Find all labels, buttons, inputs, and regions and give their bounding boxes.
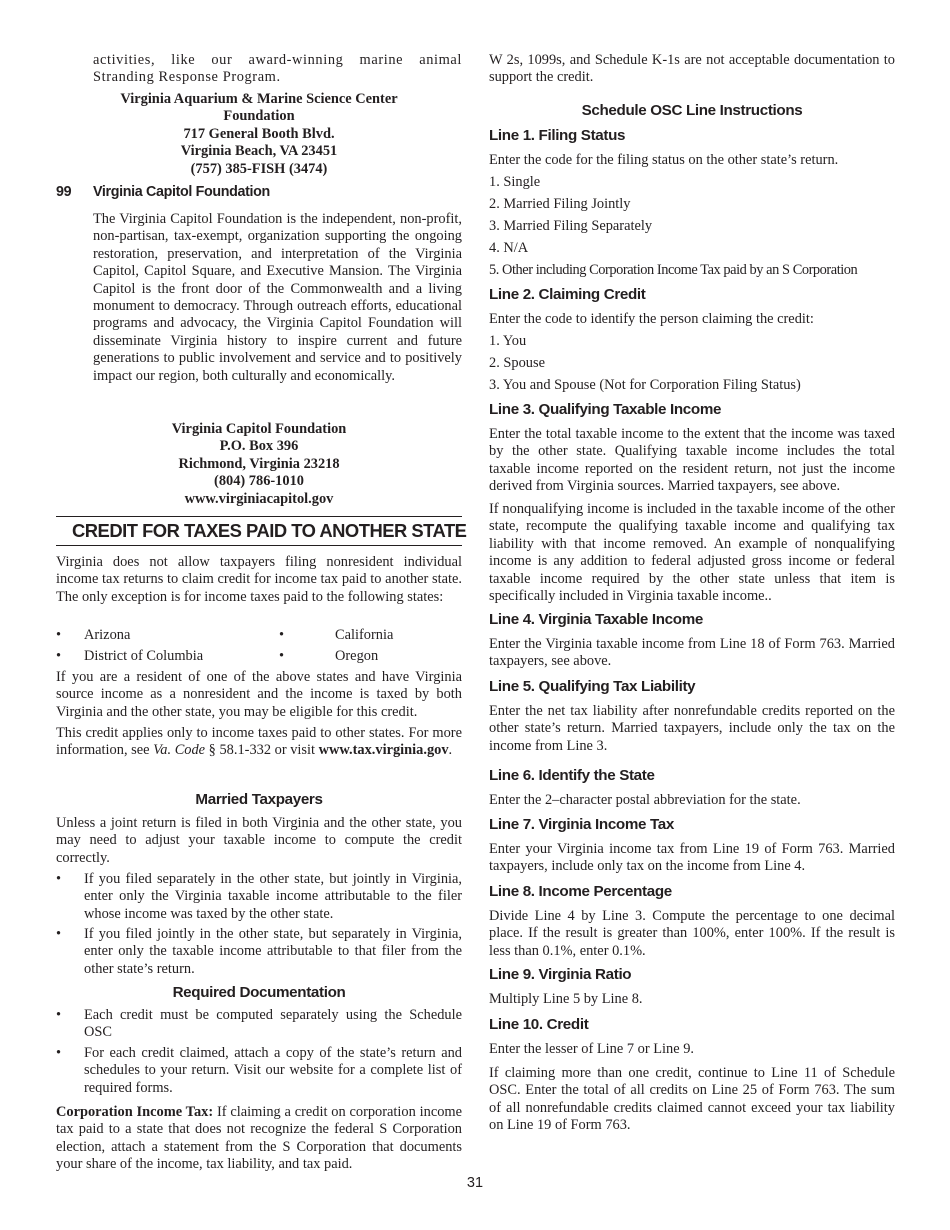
line7-text: Enter your Virginia income tax from Line 19 of Form 763. Married taxpayers, include only tax on the income from Line 4.	[489, 841, 895, 875]
state-item	[56, 648, 204, 665]
applies-text-a: This credit applies only to income taxes paid to other states. For more information, see	[56, 725, 462, 759]
docs-bullet-text: Each credit must be computed separately using the Schedule OSC	[84, 1007, 462, 1041]
va-code: Va. Code	[153, 742, 206, 759]
line9-heading: Line 9. Virginia Ratio	[489, 966, 632, 983]
line3-text: Enter the total taxable income to the extent that the income was taxed by the other state. Qualifying taxable income includes the total taxable income reported on the resident return, not just the income derived from Virginia sources. Married taxpayers, see above.	[489, 426, 895, 495]
corp-label: Corporation Income Tax:	[56, 1104, 214, 1120]
corp-text	[56, 1104, 462, 1174]
address-line: Virginia Beach, VA 23451	[180, 143, 338, 160]
filing-status-item: 5. Other including Corporation Income Tax paid by an S Corporation	[489, 262, 858, 278]
capitol-name: Virginia Capitol Foundation	[93, 184, 270, 200]
filing-status-item: 2. Married Filing Jointly	[489, 196, 631, 212]
bullet-glyph: •	[56, 1045, 62, 1061]
section-title: CREDIT FOR TAXES PAID TO ANOTHER STATE	[72, 520, 467, 541]
married-bullet-text: If you filed separately in the other state, but jointly in Virginia, enter only the Virginia taxable income attributable to the filer whose income was taxed by the other state.	[84, 871, 462, 922]
claimant-item: 3. You and Spouse (Not for Corporation Filing Status)	[489, 377, 801, 393]
page-number: 31	[466, 1175, 484, 1191]
applies-text	[56, 725, 462, 760]
line9-text: Multiply Line 5 by Line 8.	[489, 991, 643, 1007]
line8-heading: Line 8. Income Percentage	[489, 883, 672, 900]
line7-heading: Line 7. Virginia Income Tax	[489, 816, 674, 833]
state-item	[279, 627, 394, 644]
married-bullet	[56, 871, 462, 923]
married-bullet-text: If you filed jointly in the other state, but separately in Virginia, enter only the taxable income attributable to that filer from the other state’s return.	[84, 926, 462, 977]
bullet-glyph: •	[56, 648, 62, 664]
address-line: Richmond, Virginia 23218	[178, 455, 340, 472]
section-top-rule	[56, 516, 462, 517]
filing-status-item: 1. Single	[489, 174, 541, 190]
docs-bullet-text: For each credit claimed, attach a copy of the state’s return and schedules to your return. Visit our website for a complete list of required forms.	[84, 1045, 462, 1096]
state-name: Arizona	[84, 627, 131, 643]
state-item	[279, 648, 379, 665]
married-text: Unless a joint return is filed in both Virginia and the other state, you may need to adjust your taxable income to compute the credit correctly.	[56, 815, 462, 866]
filing-status-item: 4. N/A	[489, 240, 529, 256]
bullet-glyph: •	[279, 648, 285, 664]
line2-heading: Line 2. Claiming Credit	[489, 286, 646, 303]
line6-text: Enter the 2–character postal abbreviation for the state.	[489, 792, 801, 808]
applies-text-b: § 58.1-332 or visit	[205, 742, 319, 759]
schedule-heading: Schedule OSC Line Instructions	[581, 102, 803, 119]
address-line: www.virginiacapitol.gov	[184, 490, 334, 507]
state-name: District of Columbia	[84, 648, 204, 664]
line1-text: Enter the code for the filing status on the other state’s return.	[489, 152, 839, 168]
line3-text: If nonqualifying income is included in the taxable income of the other state, recompute the qualifying taxable income and qualifying tax liability with that income removed. An example of nonqualifying income is any addition to federal adjusted gross income or federal taxable income required by the other state unless that item is specifically included in Virginia taxable income..	[489, 501, 895, 605]
address-line: (804) 786-1010	[214, 473, 304, 490]
intro-text: activities, like our award-winning marine animal Stranding Response Program.	[93, 52, 462, 86]
address-line: Virginia Capitol Foundation	[171, 421, 347, 437]
address-line: (757) 385-FISH (3474)	[190, 160, 328, 177]
line6-heading: Line 6. Identify the State	[489, 767, 655, 784]
address-line: 717 General Booth Blvd.	[183, 125, 335, 142]
bullet-glyph: •	[279, 627, 285, 643]
claimant-item: 2. Spouse	[489, 355, 545, 371]
line10-text: If claiming more than one credit, continue to Line 11 of Schedule OSC. Enter the total of all credits on Line 25 of Form 763. The sum of all nonrefundable credits claimed cannot exceed your tax liability on Line 19 of Form 763.	[489, 1065, 895, 1134]
filing-status-item: 3. Married Filing Separately	[489, 218, 653, 234]
line2-text: Enter the code to identify the person claiming the credit:	[489, 311, 814, 327]
address-line: P.O. Box 396	[219, 438, 299, 455]
section-intro: Virginia does not allow taxpayers filing nonresident individual income tax returns to claim credit for income tax paid to another state. The only exception is for income taxes paid to the following states:	[56, 554, 462, 605]
married-heading: Married Taxpayers	[195, 791, 323, 808]
docs-heading: Required Documentation	[172, 984, 346, 1001]
resident-text: If you are a resident of one of the above states and have Virginia source income as a nonresident and the income is taxed by both Virginia and the other state, you may be eligible for this credit.	[56, 669, 462, 720]
line4-text: Enter the Virginia taxable income from Line 18 of Form 763. Married taxpayers, see above.	[489, 636, 895, 670]
tax-website-link[interactable]: www.tax.virginia.gov	[318, 742, 449, 759]
bullet-glyph: •	[56, 926, 62, 942]
docs-bullet	[56, 1007, 462, 1042]
line10-heading: Line 10. Credit	[489, 1016, 589, 1033]
bullet-glyph: •	[56, 1007, 62, 1023]
capitol-code: 99	[56, 184, 72, 200]
capitol-address	[56, 421, 462, 508]
state-name: Oregon	[335, 648, 379, 664]
line3-heading: Line 3. Qualifying Taxable Income	[489, 401, 722, 418]
line5-heading: Line 5. Qualifying Tax Liability	[489, 678, 696, 695]
married-bullet	[56, 926, 462, 978]
corp-body: If claiming a credit on corporation income tax paid to a state that does not recognize the federal S Corporation election, attach a statement from the S Corporation that documents your share of the income, tax liability, and tax paid.	[56, 1104, 462, 1173]
line10-text: Enter the lesser of Line 7 or Line 9.	[489, 1041, 694, 1057]
address-line: Foundation	[223, 108, 295, 125]
state-item	[56, 627, 131, 644]
state-name: California	[335, 627, 394, 643]
aquarium-address	[56, 91, 462, 178]
capitol-text: The Virginia Capitol Foundation is the independent, non-profit, non-partisan, tax-exempt, organization supporting the ongoing restoration, preservation, and interpretation of the Virginia Capitol, Capitol Square, and Executive Mansion. The Virginia Capitol is the front door of the Commonwealth and a living monument to democracy. Through outreach efforts, educational programs and advocacy, the Virginia Capitol Foundation will disseminate Virginia history to inspire current and future generations to public involvement and service and to positively impact our region, both culturally and economically.	[93, 211, 462, 384]
line5-text: Enter the net tax liability after nonrefundable credits reported on the other state’s return. Married taxpayers, include only the tax on the income from Line 3.	[489, 703, 895, 754]
applies-end: .	[448, 742, 453, 759]
bullet-glyph: •	[56, 627, 62, 643]
address-line: Virginia Aquarium & Marine Science Center	[120, 91, 398, 107]
section-bottom-rule	[56, 545, 462, 546]
line4-heading: Line 4. Virginia Taxable Income	[489, 611, 703, 628]
docs-bullet	[56, 1045, 462, 1097]
line8-text: Divide Line 4 by Line 3. Compute the percentage to one decimal place. If the result is greater than 100%, enter 100%. If the result is less than 0.1%, enter 0.1%.	[489, 908, 895, 959]
claimant-item: 1. You	[489, 333, 527, 349]
capitol-heading	[56, 184, 270, 201]
w2-text: W 2s, 1099s, and Schedule K-1s are not acceptable documentation to support the credit.	[489, 52, 895, 86]
line1-heading: Line 1. Filing Status	[489, 127, 626, 144]
bullet-glyph: •	[56, 871, 62, 887]
